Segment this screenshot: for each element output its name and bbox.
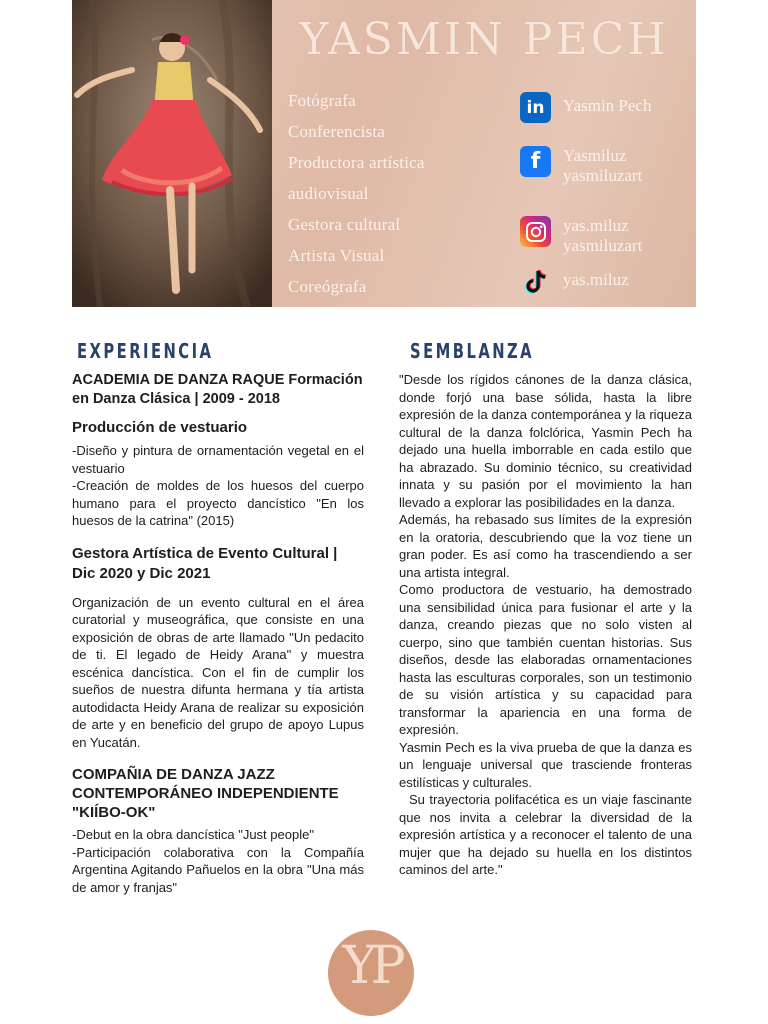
social-facebook[interactable] (520, 146, 642, 186)
dancer-photo (72, 0, 272, 307)
social-tiktok-text (563, 266, 629, 290)
compania-item: -Debut en la obra dancística "Just people" (72, 827, 314, 842)
instagram-icon (520, 216, 551, 247)
role-item: Gestora cultural (288, 215, 401, 234)
academy-heading: ACADEMIA DE DANZA RAQUE Formación en Danza Clásica | 2009 - 2018 (72, 372, 363, 407)
gestora-description: Organización de un evento cultural en el área curatorial y museográfica, que consiste en una exposición de obras de arte llamado "Un pedacito de ti. El legado de Heidy Arana" y muestra escénica dancística. Con el fin de cumplir los sueños de nuestra difunta hermana y tía artista autodidacta Heidy Arana de realizar su exposición de arte y en beneficio del grupo de apoyo Lupus en Yucatán. (72, 594, 364, 750)
social-handle: yasmiluzart (563, 166, 643, 185)
role-item: audiovisual (288, 184, 369, 203)
role-item: Artista Visual (288, 246, 385, 265)
social-handle: yasmiluzart (563, 236, 643, 255)
role-item: Conferencista (288, 122, 386, 141)
social-handle: Yasmin Pech (563, 96, 652, 115)
role-item: Coreógrafa (288, 277, 367, 296)
experiencia-title: EXPERIENCIA (77, 339, 214, 363)
roles-list (288, 88, 488, 305)
vestuario-item: -Creación de moldes de los huesos del cuerpo humano para el proyecto dancístico "En los huesos de la catrina" (2015) (72, 478, 364, 528)
vestuario-heading: Producción de vestuario (72, 419, 248, 436)
semblanza-paragraph: Además, ha rebasado sus límites de la expresión en la oratoria, descubriendo que la voz tiene un gran poder. Es así como ha trascendiendo a ser una artista integral. (399, 512, 692, 580)
semblanza-paragraph: Como productora de vestuario, ha demostrado una sensibilidad única para fusionar el arte y la danza, creando piezas que no solo visten al cuerpo, sino que también cuentan historias. Sus diseños, desde las elaboradas ornamentaciones hasta las esculturas corporales, son un testimonio de su visión artística y su capacidad para transformar la apariencia en una forma de expresión. (399, 582, 692, 737)
social-facebook-text (563, 146, 642, 186)
yp-logo (328, 930, 414, 1016)
role-item: Fotógrafa (288, 91, 356, 110)
facebook-icon: f (520, 146, 551, 177)
vestuario-item: -Diseño y pintura de ornamentación vegetal en el vestuario (72, 443, 364, 476)
social-linkedin-text (563, 92, 651, 116)
semblanza-column (399, 371, 692, 879)
semblanza-paragraph: Su trayectoria polifacética es un viaje fascinante que nos invita a celebrar la diversidad de la expresión artística y a reconocer el talento de una mujer que ha dejado su huella en los distintos caminos del arte." (399, 792, 692, 877)
role-item: Productora artística (288, 153, 425, 172)
compania-heading: COMPAÑIA DE DANZA JAZZ CONTEMPORÁNEO INDEPENDIENTE "KIÍBO-OK" (72, 766, 339, 821)
social-handle: yas.miluz (563, 216, 629, 235)
experiencia-column (72, 371, 364, 896)
semblanza-paragraph: "Desde los rígidos cánones de la danza clásica, donde forjó una base sólida, hasta la libre expresión de la danza contemporánea y la riqueza cultural de la danza folclórica, Yasmin Pech ha dejado una huella imborrable en cada estilo que ha abrazado. Su dominio técnico, su creatividad innata y su pasión por el movimiento la han llevado a explorar las posibilidades en la danza. (399, 372, 692, 510)
social-handle: yas.miluz (563, 270, 629, 289)
social-handle: Yasmiluz (563, 146, 627, 165)
compania-item: -Participación colaborativa con la Compañía Argentina Agitando Pañuelos en la obra "Una más de amor y franjas" (72, 844, 364, 895)
semblanza-title: SEMBLANZA (410, 339, 535, 363)
dancer-illustration (72, 0, 272, 307)
tiktok-icon (520, 266, 551, 297)
social-linkedin[interactable] (520, 92, 651, 123)
gestora-heading: Gestora Artística de Evento Cultural | Dic 2020 y Dic 2021 (72, 544, 338, 582)
linkedin-icon: in (520, 92, 551, 123)
logo-monogram: YP (342, 936, 400, 996)
header-banner (72, 0, 696, 307)
social-tiktok[interactable] (520, 266, 629, 297)
social-instagram-text (563, 216, 642, 256)
social-instagram[interactable] (520, 216, 642, 256)
banner-title: YASMIN PECH (299, 14, 669, 65)
semblanza-paragraph: Yasmin Pech es la viva prueba de que la danza es un lenguaje universal que trasciende fronteras estilísticas y culturales. (399, 739, 692, 790)
